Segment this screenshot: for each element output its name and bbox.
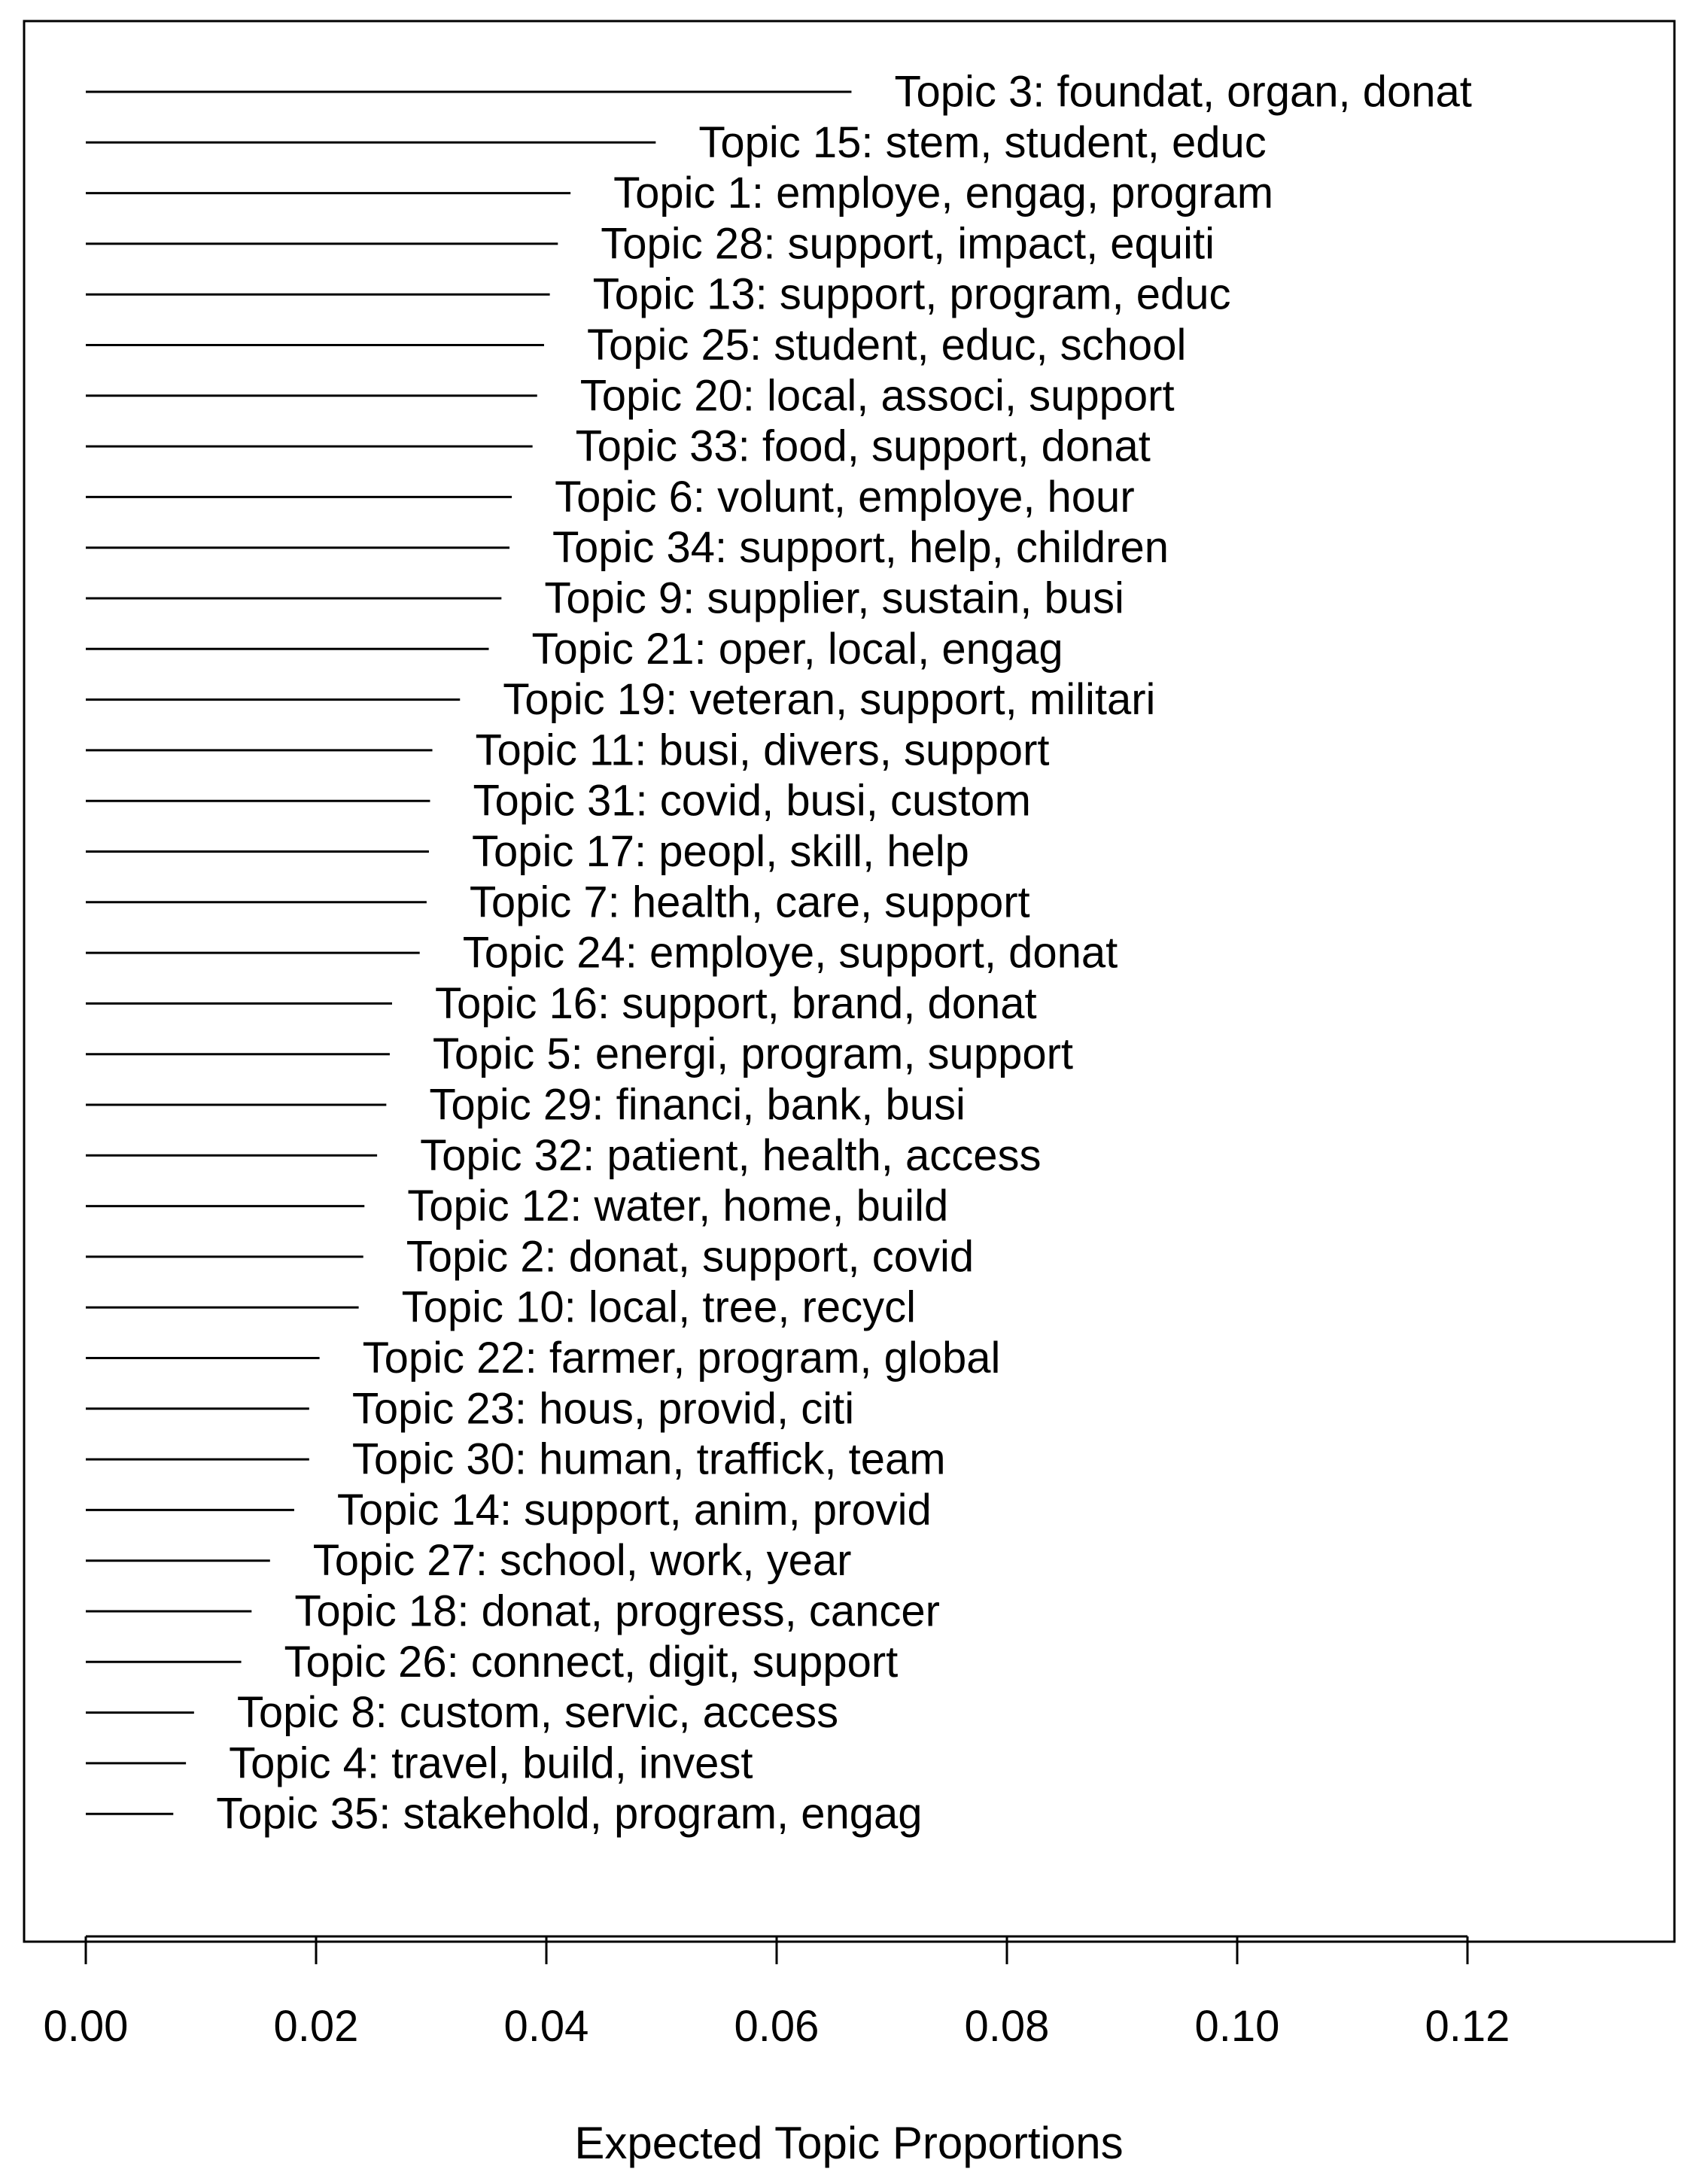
topic-label: Topic 9: supplier, sustain, busi (544, 573, 1124, 623)
topic-label: Topic 34: support, help, children (552, 523, 1169, 573)
topic-label: Topic 7: health, care, support (469, 878, 1030, 927)
x-tick-label: 0.12 (1425, 2002, 1510, 2051)
x-tick-label: 0.08 (964, 2002, 1050, 2051)
topic-label: Topic 20: local, associ, support (579, 371, 1175, 421)
x-axis-ticks (44, 1936, 1510, 2051)
x-axis-title: Expected Topic Proportions (574, 2118, 1124, 2168)
topic-label: Topic 28: support, impact, equiti (601, 219, 1215, 269)
topic-label: Topic 26: connect, digit, support (284, 1637, 899, 1687)
topic-label: Topic 29: financi, bank, busi (429, 1080, 966, 1130)
topic-label: Topic 18: donat, progress, cancer (294, 1586, 940, 1636)
topic-label: Topic 35: stakehold, program, engag (216, 1789, 923, 1839)
topic-label: Topic 17: peopl, skill, help (471, 827, 969, 876)
topic-label: Topic 23: hous, provid, citi (351, 1384, 855, 1434)
x-tick-label: 0.00 (43, 2002, 129, 2051)
topic-label: Topic 4: travel, build, invest (229, 1738, 753, 1788)
topic-label: Topic 13: support, program, educ (592, 269, 1231, 319)
topic-label: Topic 15: stem, student, educ (698, 117, 1267, 167)
topic-label: Topic 24: employe, support, donat (462, 928, 1118, 978)
topic-label: Topic 25: student, educ, school (586, 321, 1187, 370)
topic-label: Topic 30: human, traffick, team (351, 1434, 946, 1484)
topic-label: Topic 11: busi, divers, support (475, 725, 1050, 775)
topic-label: Topic 3: foundat, organ, donat (894, 67, 1472, 117)
topic-label: Topic 1: employe, engag, program (613, 169, 1274, 218)
topic-label: Topic 21: oper, local, engag (531, 624, 1063, 674)
topic-label: Topic 19: veteran, support, militari (503, 675, 1156, 725)
topic-label: Topic 8: custom, servic, access (236, 1688, 839, 1738)
topic-label: Topic 2: donat, support, covid (406, 1232, 975, 1282)
topic-label: Topic 5: energi, program, support (432, 1030, 1074, 1079)
topic-label: Topic 31: covid, busi, custom (473, 776, 1031, 826)
topic-label: Topic 14: support, anim, provid (336, 1485, 932, 1535)
x-tick-label: 0.02 (273, 2002, 359, 2051)
topic-label: Topic 10: local, tree, recycl (401, 1282, 917, 1332)
topic-label: Topic 16: support, brand, donat (434, 978, 1037, 1028)
topic-label: Topic 12: water, home, build (407, 1182, 949, 1231)
topic-label: Topic 22: farmer, program, global (362, 1334, 1001, 1382)
x-tick-label: 0.10 (1194, 2002, 1280, 2051)
topic-label: Topic 27: school, work, year (312, 1536, 852, 1586)
topic-label: Topic 33: food, support, donat (575, 421, 1151, 471)
topic-label: Topic 32: patient, health, access (420, 1130, 1042, 1180)
x-tick-label: 0.06 (734, 2002, 820, 2051)
topic-label: Topic 6: volunt, employe, hour (555, 472, 1135, 522)
x-tick-label: 0.04 (503, 2002, 589, 2051)
